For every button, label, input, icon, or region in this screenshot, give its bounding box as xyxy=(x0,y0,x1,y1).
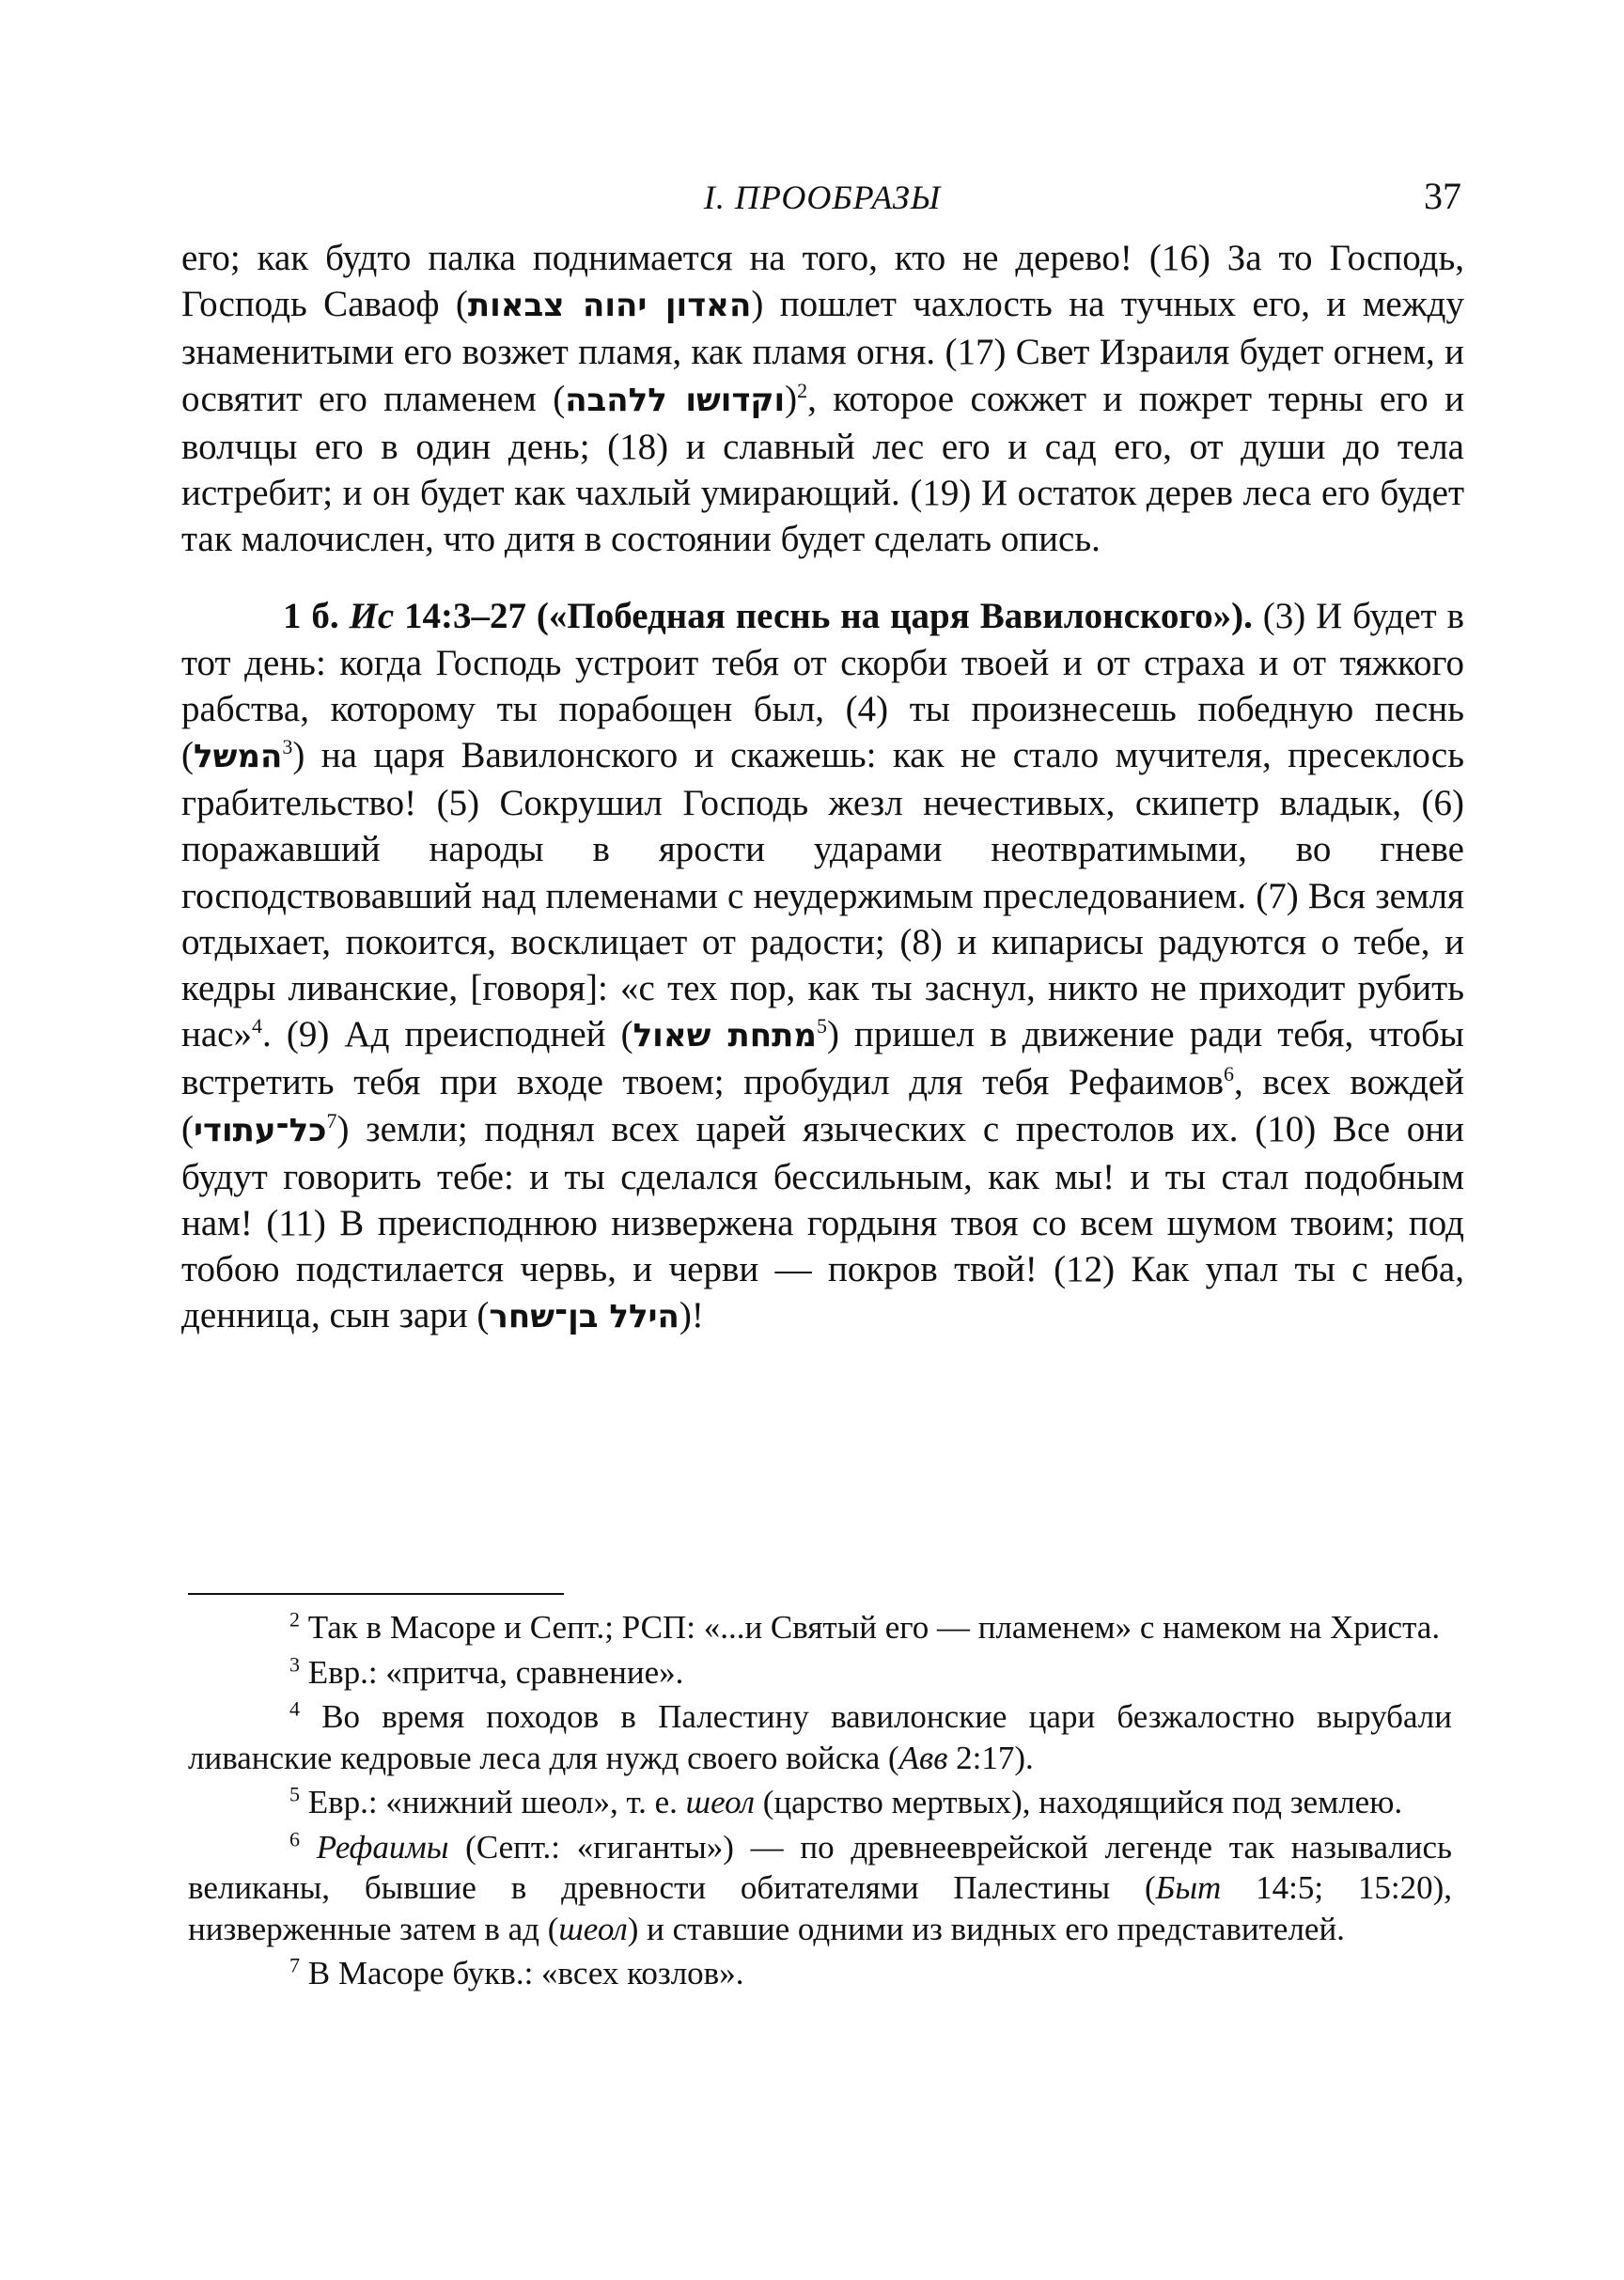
footnote-3: $^3$ Евр.: «притча, сравнение». xyxy=(289,1651,684,1691)
running-title: I. ПРООБРАЗЫ xyxy=(703,179,942,216)
running-head xyxy=(183,174,1461,230)
footnote-6: $^6$ Рефаимы (Септ.: «гиганты») — по древнееврейской легенде так назывались великаны, бывшие в древности обитателями Палестины (Быт 14:5; 15:20), низверженные затем в ад (шеол) и ставшие одними из видных его представителей. xyxy=(188,1826,1453,1947)
footnote-4: $^4$ Во время походов в Палестину вавилонские цари безжалостно вырубали ливанские кедровые леса для нужд своего войска (Авв 2:17). xyxy=(188,1696,1452,1776)
footnote-ref: 2 xyxy=(797,378,808,402)
footnote-ref: 4 xyxy=(252,1014,262,1038)
hebrew-quote: כל־עתודי xyxy=(194,1111,327,1149)
paragraph-isaiah-14: 1 б. Ис 14:3–27 («Победная песнь на царя Вавилонского»). (3) И будет в тот день: когда Господь устроит тебя от скорби твоей и от страха и от тяжкого рабства, которому ты порабощен был, (4) ты произнесешь победную песнь (המשל$^3$) на царя Вавилонского и скажешь: как не стало мучителя, пресеклось грабительство! (5) Сокрушил Господь жезл нечестивых, скипетр владык, (6) поражавший народы в ярости ударами неотвратимыми, во гневе господствовавший над племенами с неудержимым преследованием. (7) Вся земля отдыхает, покоится, восклицает от радости; (8) и кипарисы радуются о тебе, и кедры ливанские, [говоря]: «с тех пор, как ты заснул, никто не приходит рубить нас»$^4$. (9) Ад преисподней (מתחת שאול$^5$) пришел в движение ради тебя, чтобы встретить тебя при входе твоем; пробудил для тебя Рефаимов$^6$, всех вождей (כל־עתודי$^7$) земли; поднял всех царей языческих с престолов их. (10) Все они будут говорить тебе: и ты сделался бессильным, как мы! и ты стал подобным нам! (11) В преисподнюю низвержена гордыня твоя со всем шумом твоим; под тобою подстилается червь, и черви — покров твой! (12) Как упал ты с неба, денница, сын зари (הילל בן־שחר)! xyxy=(181,596,1465,1336)
footnote-ref: 6 xyxy=(1224,1062,1235,1086)
page-number: 37 xyxy=(1424,175,1461,217)
paragraph-isaiah-10: его; как будто палка поднимается на того, кто не дерево! (16) За то Господь, Господь Саваоф (האדון יהוה צבאות) пошлет чахлость на тучных его, и между знаменитыми его возжет пламя, как пламя огня. (17) Свет Израиля будет огнем, и освятит его пламенем (וקדושו ללהבה)$^2$, которое сожжет и пожрет терны его и волчцы его в один день; (18) и славный лес его и сад его, от души до тела истребит; и он будет как чахлый умирающий. (19) И остаток дерев леса его будет так малочислен, что дитя в состоянии будет сделать опись. xyxy=(181,238,1464,560)
hebrew-quote: מתחת שאול xyxy=(632,1017,817,1055)
hebrew-quote: המשל xyxy=(194,738,283,776)
section-number: 1 б. xyxy=(283,596,350,637)
footnote-ref: 3 xyxy=(282,735,293,759)
hebrew-quote: האדון יהוה צבאות xyxy=(467,287,752,325)
section-title: 14:3–27 («Победная песнь на царя Вавилонского»). xyxy=(394,596,1253,637)
footnote-ref: 5 xyxy=(816,1014,827,1038)
footnotes xyxy=(188,1607,1452,1998)
footnote-7: $^7$ В Масоре букв.: «всех козлов». xyxy=(289,1953,744,1991)
footnote-5: $^5$ Евр.: «нижний шеол», т. е. шеол (царство мертвых), находящийся под землею. xyxy=(289,1782,1403,1820)
main-text xyxy=(181,235,1464,1341)
section-book: Ис xyxy=(349,596,395,637)
hebrew-quote: וקדושו ללהבה xyxy=(565,381,786,419)
footnote-ref: 7 xyxy=(326,1108,337,1132)
hebrew-quote: הילל בן־שחר xyxy=(489,1298,679,1336)
footnote-divider xyxy=(188,1593,564,1595)
footnote-2: $^2$ Так в Масоре и Септ.; РСП: «...и Святый его — пламенем» с намеком на Христа. xyxy=(289,1607,1441,1646)
